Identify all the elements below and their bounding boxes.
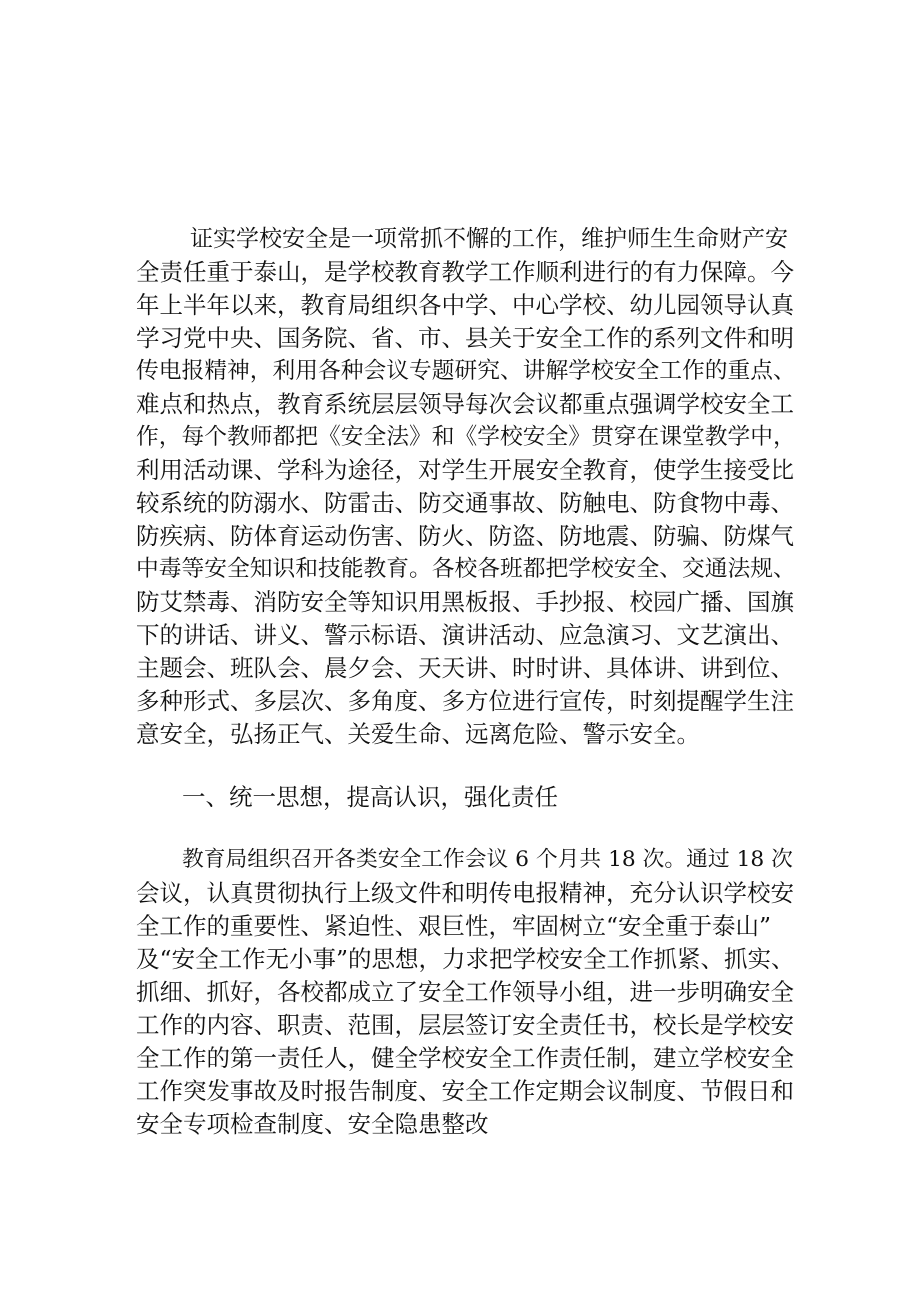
- paragraph-2-line-4: 及“安全工作无小事”的思想，力求把学校安全工作抓紧、抓实、: [136, 945, 795, 973]
- paragraph-1-line-2: 全责任重于泰山，是学校教育教学工作顺利进行的有力保障。今: [136, 258, 794, 286]
- paragraph-1-line-8: 利用活动课、学科为途径，对学生开展安全教育，使学生接受比: [136, 456, 794, 484]
- section-heading: 一、统一思想，提高认识，强化责任: [182, 783, 558, 811]
- paragraph-1-line-12: 防艾禁毒、消防安全等知识用黑板报、手抄报、校园广播、国旗: [136, 588, 794, 616]
- paragraph-1-line-11: 中毒等安全知识和技能教育。各校各班都把学校安全、交通法规、: [136, 556, 796, 582]
- paragraph-1-line-4: 学习党中央、国务院、省、市、县关于安全工作的系列文件和明: [136, 324, 794, 352]
- paragraph-2-line-5: 抓细、抓好，各校都成立了安全工作领导小组，进一步明确安全: [136, 978, 794, 1006]
- paragraph-1-line-6: 难点和热点，教育系统层层领导每次会议都重点强调学校安全工: [136, 390, 794, 418]
- paragraph-1-line-10: 防疾病、防体育运动伤害、防火、防盗、防地震、防骗、防煤气: [136, 522, 794, 550]
- paragraph-2-line-1: 教育局组织召开各类安全工作会议 6 个月共 18 次。通过 18 次: [182, 847, 793, 872]
- paragraph-2-line-7: 全工作的第一责任人，健全学校安全工作责任制，建立学校安全: [136, 1044, 794, 1072]
- paragraph-2-line-8: 工作突发事故及时报告制度、安全工作定期会议制度、节假日和: [136, 1077, 794, 1105]
- paragraph-2-line-2: 会议，认真贯彻执行上级文件和明传电报精神，充分认识学校安: [136, 879, 794, 907]
- paragraph-1-line-3: 年上半年以来，教育局组织各中学、中心学校、幼儿园领导认真: [136, 291, 794, 319]
- paragraph-2-line-6: 工作的内容、职责、范围，层层签订安全责任书，校长是学校安: [136, 1011, 794, 1039]
- paragraph-1-line-5: 传电报精神，利用各种会议专题研究、讲解学校安全工作的重点、: [136, 358, 796, 384]
- paragraph-1-line-15: 多种形式、多层次、多角度、多方位进行宣传，时刻提醒学生注: [136, 687, 794, 715]
- paragraph-1-line-9: 较系统的防溺水、防雷击、防交通事故、防触电、防食物中毒、: [136, 489, 794, 517]
- paragraph-1-line-7: 作，每个教师都把《安全法》和《学校安全》贯穿在课堂教学中，: [136, 424, 796, 450]
- paragraph-1-line-16: 意安全，弘扬正气、关爱生命、远离危险、警示安全。: [136, 720, 700, 748]
- paragraph-1-line-1: 证实学校安全是一项常抓不懈的工作，维护师生生命财产安: [190, 226, 788, 252]
- paragraph-1-line-13: 下的讲话、讲义、警示标语、演讲活动、应急演习、文艺演出、: [136, 621, 794, 649]
- paragraph-2-line-3: 全工作的重要性、紧迫性、艰巨性，牢固树立“安全重于泰山”: [136, 912, 772, 940]
- paragraph-1-line-14: 主题会、班队会、晨夕会、天天讲、时时讲、具体讲、讲到位、: [136, 654, 794, 682]
- paragraph-2-line-9: 安全专项检查制度、安全隐患整改: [136, 1110, 489, 1138]
